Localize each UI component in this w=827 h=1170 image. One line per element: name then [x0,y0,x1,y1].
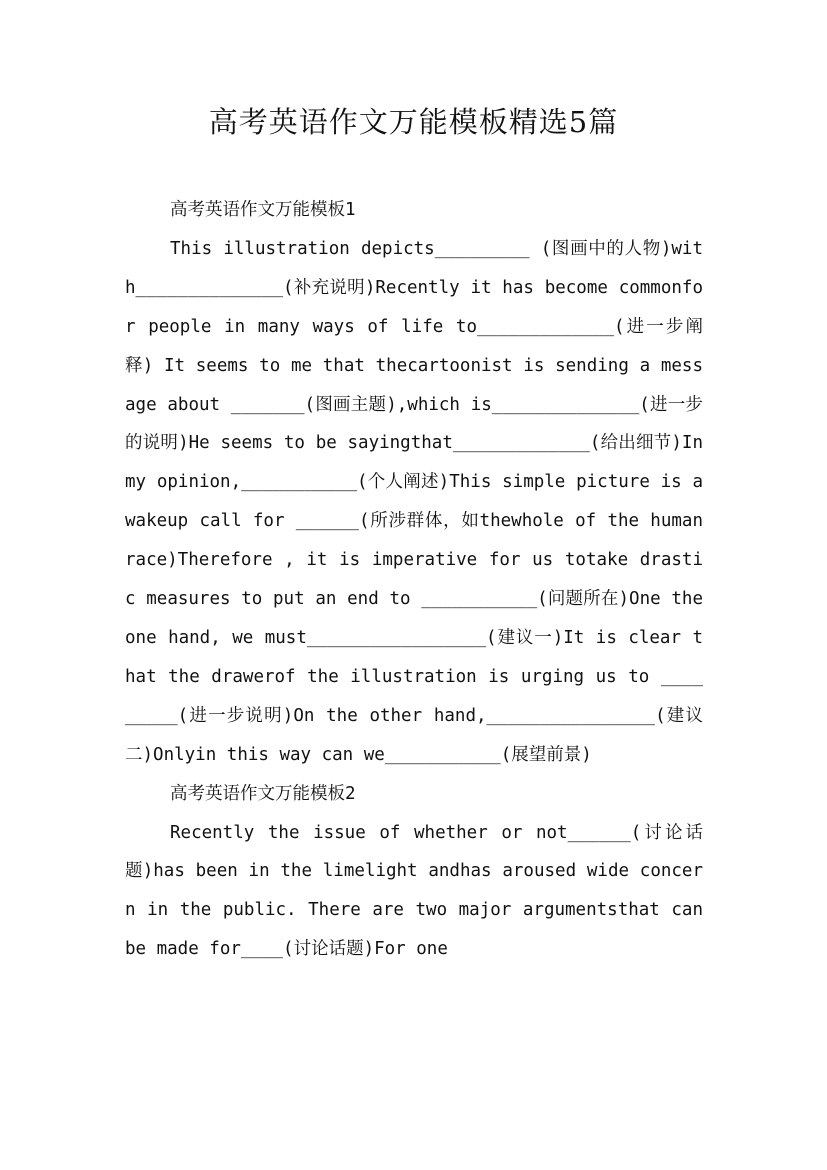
document-body [125,191,703,969]
section-heading-1: 高考英语作文万能模板1 [170,200,356,220]
section-paragraph-1: This illustration depicts_________ (图画中的人物)with______________(补充说明)Recently it has become commonfor people in many ways of life to_____________(进一步阐释) It seems to me that thecartoonist is sending a message about _______(图画主题),which is______________(进一步的说明)He seems to be sayingthat_____________(给出细节)In my opinion,___________(个人阐述)This simple picture is a wakeup call for ______(所涉群体，如thewhole of the human race)Therefore , it is imperative for us totake drastic measures to put an end to ___________(问题所在)One the one hand, we must_________________(建议一)It is clear that the drawerof the illustration is urging us to _________(进一步说明)On the other hand,________________(建议二)Onlyin this way can we___________(展望前景) [125,238,703,765]
section-paragraph-2: Recently the issue of whether or not______(讨论话题)has been in the limelight andhas aroused wide concern in the public. There are two major argumentsthat can be made for____(讨论话题)For one [125,822,703,960]
document-title: 高考英语作文万能模板精选5篇 [208,105,619,139]
section-heading-2: 高考英语作文万能模板2 [170,783,356,804]
